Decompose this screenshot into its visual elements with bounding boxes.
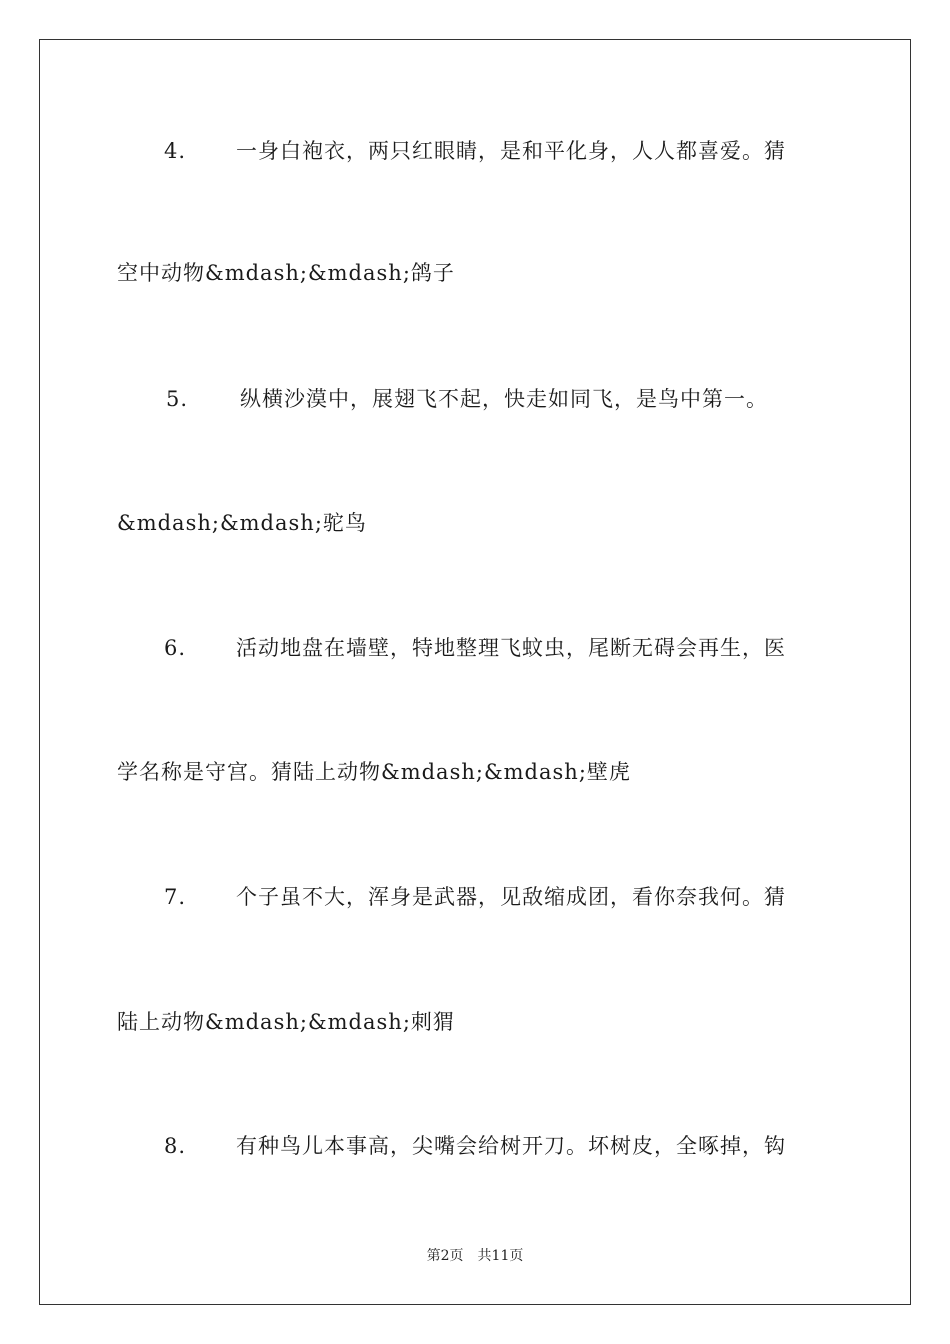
page-footer: [0, 1247, 950, 1265]
list-item: [117, 384, 768, 414]
item-text: 有种鸟儿本事高，尖嘴会给树开刀。坏树皮，全啄掉，钩: [236, 1134, 786, 1158]
item-number: 6.: [164, 636, 187, 660]
page-number: 第2页: [426, 1248, 464, 1264]
item-text: 个子虽不大，浑身是武器，见敌缩成团，看你奈我何。猜: [236, 885, 786, 909]
list-item: [117, 136, 786, 166]
page-frame: [39, 39, 911, 1305]
page-total: 共11页: [477, 1248, 524, 1264]
list-item: [117, 882, 786, 912]
list-item: [117, 1131, 786, 1161]
item-text: 活动地盘在墙壁，特地整理飞蚊虫，尾断无碍会再生，医: [236, 636, 786, 660]
item-continuation: &mdash;&mdash;驼鸟: [117, 511, 367, 535]
item-number: 7.: [164, 885, 187, 909]
item-number: 8.: [164, 1134, 187, 1158]
item-number: 4.: [164, 139, 187, 163]
item-number: 5.: [166, 387, 189, 411]
item-text: 纵横沙漠中，展翅飞不起，快走如同飞，是鸟中第一。: [240, 387, 768, 411]
list-item: [117, 633, 786, 663]
item-text: 一身白袍衣，两只红眼睛，是和平化身，人人都喜爱。猜: [236, 139, 786, 163]
item-continuation: 陆上动物&mdash;&mdash;刺猬: [117, 1010, 455, 1034]
item-continuation: 学名称是守宫。猜陆上动物&mdash;&mdash;壁虎: [117, 760, 631, 784]
item-continuation: 空中动物&mdash;&mdash;鸽子: [117, 261, 455, 285]
